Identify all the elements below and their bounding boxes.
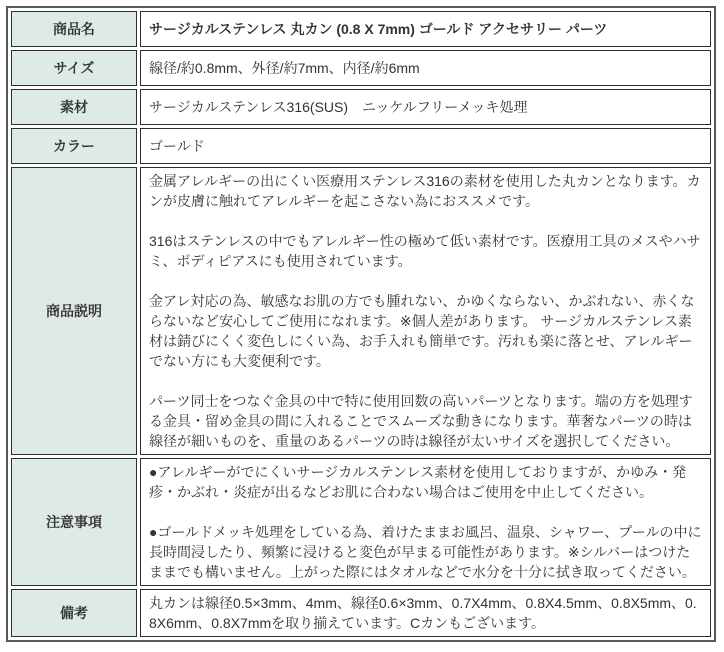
row-label-material: 素材: [11, 89, 137, 125]
table-row-color: [11, 128, 711, 164]
table-row-material: [11, 89, 711, 125]
row-label-description: 商品説明: [11, 167, 137, 455]
row-label-color: カラー: [11, 128, 137, 164]
description-paragraph: 金アレ対応の為、敏感なお肌の方でも腫れない、かゆくならない、かぶれない、赤くならないなど安心してご使用になれます。※個人差があります。 サージカルステンレス素材は錆びにくく変色しにくい為、お手入れも簡単です。汚れも楽に落とせ、アレルギーでない方にも大変便利です。: [149, 293, 695, 369]
row-value-color: ゴールド: [140, 128, 711, 164]
table-row-product-name: [11, 11, 711, 47]
product-info-table: [6, 6, 716, 642]
row-label-product-name: 商品名: [11, 11, 137, 47]
row-value-size: 線径/約0.8mm、外径/約7mm、内径/約6mm: [140, 50, 711, 86]
row-label-size: サイズ: [11, 50, 137, 86]
table-row-remarks: [11, 589, 711, 637]
row-value-notes: [140, 458, 711, 586]
description-paragraph: パーツ同士をつなぐ金具の中で特に使用回数の高いパーツとなります。端の方を処理する金具・留め金具の間に入れることでスムーズな動きになります。華奢なパーツの時は線径が細いものを、重量のあるパーツの時は線径が太いサイズを選択してください。: [149, 393, 693, 449]
row-label-notes: 注意事項: [11, 458, 137, 586]
table-row-size: [11, 50, 711, 86]
row-value-description: [140, 167, 711, 455]
row-value-material: サージカルステンレス316(SUS) ニッケルフリーメッキ処理: [140, 89, 711, 125]
row-value-product-name: サージカルステンレス 丸カン (0.8 X 7mm) ゴールド アクセサリー パーツ: [140, 11, 711, 47]
table-row-description: [11, 167, 711, 455]
notes-paragraph: ●ゴールドメッキ処理をしている為、着けたままお風呂、温泉、シャワー、プールの中に長時間浸したり、頻繁に浸けると変色が早まる可能性があります。※シルバーはつけたままでも構いません。上がった際にはタオルなどで水分を十分に拭き取ってください。: [149, 524, 702, 580]
notes-paragraph: ●アレルギーがでにくいサージカルステンレス素材を使用しておりますが、かゆみ・発疹・かぶれ・炎症が出るなどお肌に合わない場合はご使用を中止してください。: [149, 464, 687, 500]
row-label-remarks: 備考: [11, 589, 137, 637]
table-row-notes: [11, 458, 711, 586]
row-value-remarks: 丸カンは線径0.5×3mm、4mm、線径0.6×3mm、0.7X4mm、0.8X4.5mm、0.8X5mm、0.8X6mm、0.8X7mmを取り揃えています。Cカンもございます。: [140, 589, 711, 637]
description-paragraph: 316はステンレスの中でもアレルギー性の極めて低い素材です。医療用工具のメスやハサミ、ボディピアスにも使用されています。: [149, 233, 701, 269]
description-paragraph: 金属アレルギーの出にくい医療用ステンレス316の素材を使用した丸カンとなります。カンが皮膚に触れてアレルギーを起こさない為におススメです。: [149, 173, 701, 209]
